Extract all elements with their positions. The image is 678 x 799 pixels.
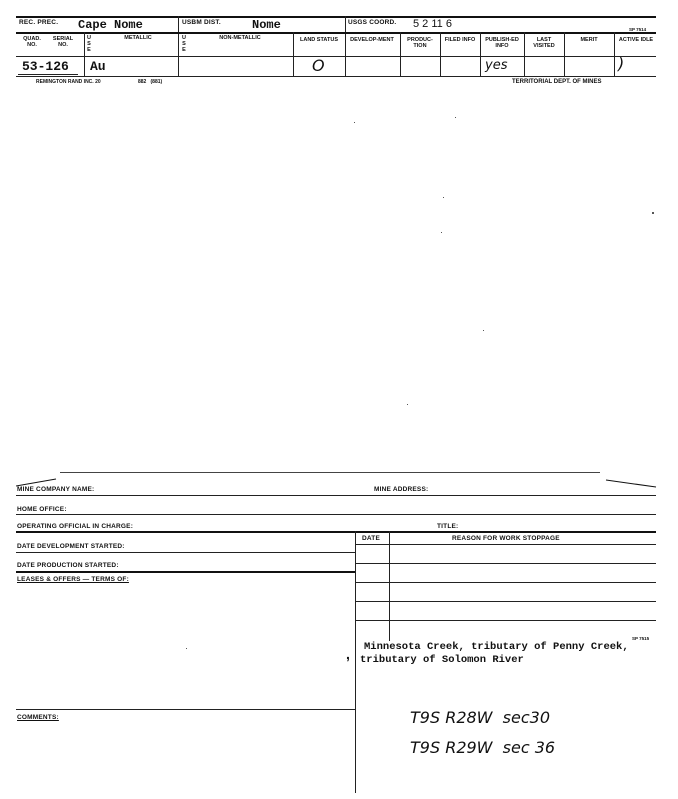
active-idle-mark: ): [618, 54, 625, 73]
scan-speck: [186, 648, 187, 649]
rule: [355, 544, 656, 545]
title-label: TITLE:: [437, 523, 459, 530]
typed-note-line-2: tributary of Solomon River: [360, 654, 524, 666]
form-number: SP 7514: [629, 27, 647, 32]
rule: [16, 514, 656, 515]
row-rule: [16, 56, 656, 57]
note-marker: ,: [346, 646, 350, 662]
header-rule: [16, 32, 656, 34]
date-dev-started-label: DATE DEVELOPMENT STARTED:: [17, 543, 125, 550]
col-use-2: U S E: [182, 35, 186, 53]
reason-label: REASON FOR WORK STOPPAGE: [452, 535, 560, 542]
rec-prec-value: Cape Nome: [78, 18, 143, 32]
printer-label: REMINGTON RAND INC. 20: [36, 79, 101, 85]
scan-speck: [455, 117, 456, 118]
date-label: DATE: [362, 535, 381, 542]
col-serial-no: SERIAL NO.: [52, 36, 74, 48]
comments-label: COMMENTS:: [17, 714, 59, 721]
rule: [16, 495, 656, 496]
col-non-metallic: NON-METALLIC: [219, 35, 261, 41]
handwritten-line-1: T9S R28W sec30: [410, 708, 550, 727]
small-code: SP 7515: [632, 636, 650, 641]
col-published-info: PUBLISH-ED INFO: [485, 37, 519, 49]
rule: [355, 620, 656, 621]
col-filed-info: FILED INFO: [444, 37, 476, 43]
mine-address-label: MINE ADDRESS:: [374, 486, 429, 493]
rule: [16, 531, 656, 533]
stray-rule: [60, 472, 600, 473]
col-production: PRODUC-TION: [407, 37, 433, 49]
usbm-dist-label: USBM DIST.: [182, 19, 221, 26]
divider: [480, 32, 481, 76]
col-use: U S E: [87, 35, 91, 53]
home-office-label: HOME OFFICE:: [17, 506, 67, 513]
usgs-coord-label: USGS COORD.: [348, 19, 397, 26]
col-quad-no: QUAD. NO.: [23, 36, 41, 48]
col-land-status: LAND STATUS: [300, 37, 338, 43]
scan-speck: [443, 197, 444, 198]
col-active-idle: ACTIVE IDLE: [618, 37, 654, 43]
rule: [355, 563, 656, 564]
divider: [614, 32, 615, 76]
divider: [400, 32, 401, 76]
underline: [18, 74, 78, 75]
scan-speck: [652, 212, 654, 214]
top-strokes: [16, 478, 676, 492]
usgs-coord-value: 5 2 11 6: [413, 18, 452, 30]
leases-label: LEASES & OFFERS — TERMS OF:: [17, 576, 129, 583]
row-bottom-rule: [16, 76, 656, 77]
quad-serial-value: 53-126: [22, 59, 69, 74]
divider: [84, 32, 85, 76]
divider: [293, 32, 294, 76]
mine-company-name-label: MINE COMPANY NAME:: [17, 486, 95, 493]
scan-speck: [354, 122, 355, 123]
rec-prec-label: REC. PREC.: [19, 19, 59, 26]
divider: [345, 16, 346, 76]
scan-speck: [407, 404, 408, 405]
col-merit: MERIT: [580, 37, 598, 43]
col-metallic: METALLIC: [124, 35, 152, 41]
metallic-value: Au: [90, 59, 106, 74]
col-last-visited: LAST VISITED: [533, 37, 555, 49]
divider: [389, 531, 390, 641]
rule: [355, 601, 656, 602]
divider: [440, 32, 441, 76]
published-info-value: yes: [485, 58, 508, 73]
divider: [178, 16, 179, 76]
divider: [564, 32, 565, 76]
rule: [16, 709, 355, 710]
operating-official-label: OPERATING OFFICIAL IN CHARGE:: [17, 523, 134, 530]
printer-codes: 882 (881): [138, 79, 163, 85]
usbm-dist-value: Nome: [252, 18, 281, 32]
rule: [16, 571, 355, 573]
rule: [16, 552, 355, 553]
rule: [355, 582, 656, 583]
scan-speck: [483, 330, 484, 331]
divider: [355, 531, 356, 793]
divider: [524, 32, 525, 76]
handwritten-line-2: T9S R29W sec 36: [410, 738, 556, 757]
department-label: TERRITORIAL DEPT. OF MINES: [512, 79, 602, 85]
scan-speck: [441, 232, 442, 233]
date-prod-started-label: DATE PRODUCTION STARTED:: [17, 562, 119, 569]
col-development: DEVELOP-MENT: [350, 37, 394, 43]
land-status-value: O: [312, 56, 325, 75]
typed-note-line-1: Minnesota Creek, tributary of Penny Creek,: [364, 641, 629, 653]
